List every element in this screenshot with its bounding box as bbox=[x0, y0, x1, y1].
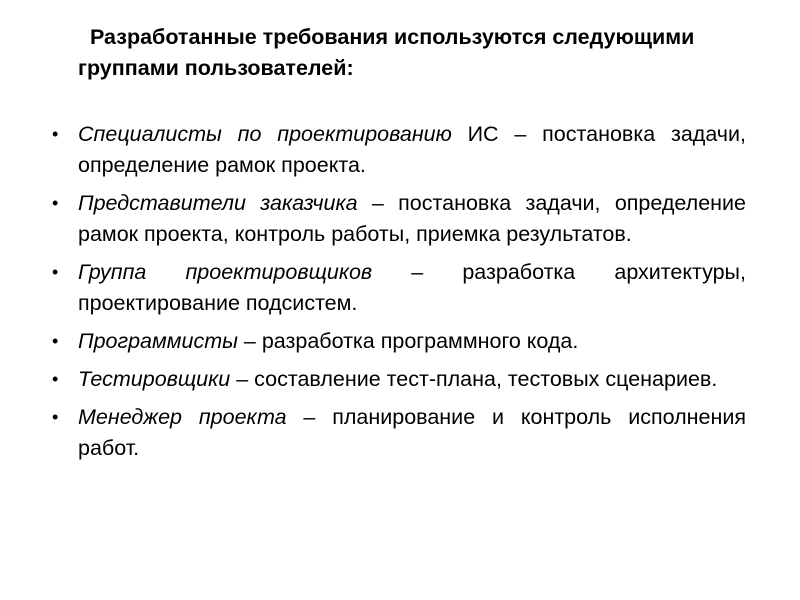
slide-heading: Разработанные требования используются следующими группами пользователей: bbox=[78, 25, 695, 80]
bullet-icon: • bbox=[52, 124, 59, 144]
list-item bbox=[48, 119, 746, 181]
role-name: Специалисты по проектированию bbox=[78, 122, 452, 146]
role-description: – разработка программного кода. bbox=[237, 329, 579, 353]
role-description: – разработка архитектуры, проектирование подсистем. bbox=[78, 260, 746, 315]
list-item bbox=[48, 188, 746, 250]
role-name: Программисты bbox=[78, 329, 238, 353]
role-name: Представители заказчика bbox=[78, 191, 358, 215]
role-name: Менеджер проекта bbox=[78, 405, 287, 429]
list-item bbox=[48, 257, 746, 319]
role-description: – постановка задачи, определение рамок проекта, контроль работы, приемка результатов. bbox=[78, 191, 746, 246]
bullet-icon: • bbox=[52, 407, 59, 427]
bullet-list bbox=[48, 119, 746, 471]
bullet-icon: • bbox=[52, 369, 59, 389]
bullet-icon: • bbox=[52, 193, 59, 213]
role-description: – составление тест-плана, тестовых сценариев. bbox=[230, 367, 718, 391]
role-name: Тестировщики bbox=[78, 367, 231, 391]
bullet-icon: • bbox=[52, 262, 59, 282]
list-item bbox=[48, 402, 746, 464]
list-item bbox=[48, 364, 746, 395]
role-name: Группа проектировщиков bbox=[78, 260, 373, 284]
list-item bbox=[48, 326, 746, 357]
bullet-icon: • bbox=[52, 331, 59, 351]
role-description: – планирование и контроль исполнения работ. bbox=[78, 405, 746, 460]
role-description: ИС – постановка задачи, определение рамок проекта. bbox=[78, 122, 746, 177]
